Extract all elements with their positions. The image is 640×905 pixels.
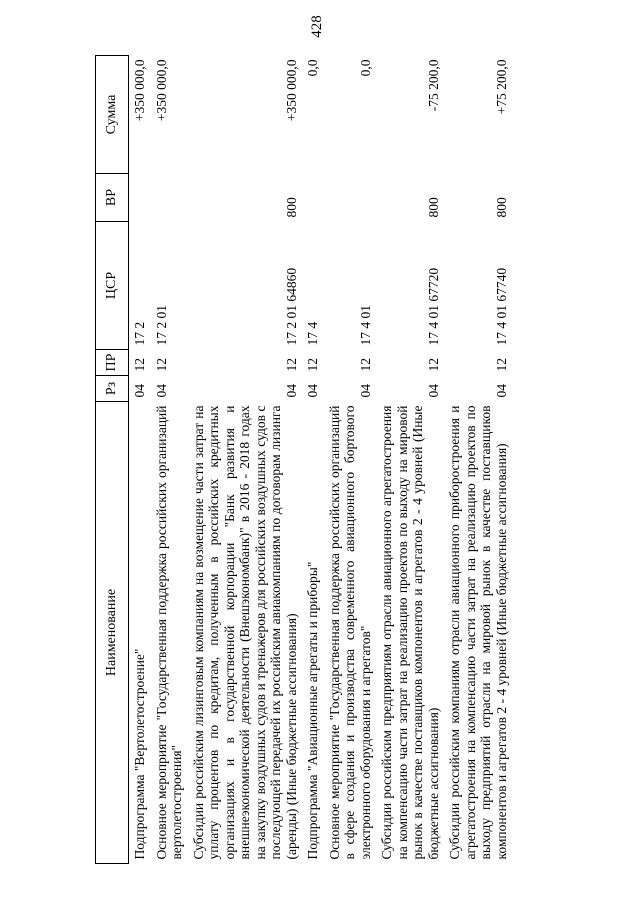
- row-vr: 800: [425, 197, 441, 218]
- row-name: Субсидии российским компаниям отрасли авиационного приборостроения и агрегатостроения на компенсацию части затрат на реализацию проектов по выходу предприятий отрасли на мировой рынок в качестве поставщиков компонентов и агрегатов 2 - 4 уровней (Иные бюджетные ассигнования): [447, 405, 509, 860]
- row-pr: 12: [425, 358, 441, 372]
- row-vr: 800: [283, 197, 299, 218]
- row-csr: 17 2 01: [153, 305, 169, 346]
- row-rz: 04: [132, 384, 147, 398]
- header-csr: ЦСР: [96, 222, 129, 350]
- row-vr: [129, 174, 151, 222]
- row-csr: 17 4 01: [357, 305, 373, 346]
- row-rz: 04: [283, 384, 299, 398]
- header-rz: Рз: [96, 376, 129, 402]
- header-sum: Сумма: [96, 56, 129, 174]
- table-row: [302, 56, 324, 864]
- header-name: Наименование: [96, 402, 129, 864]
- row-name: Основное мероприятие "Государственная поддержка российских организаций в сфере создания и производства современного авиационного бортового электронного оборудования и агрегатов": [326, 405, 373, 860]
- table-row: [151, 56, 188, 864]
- table-row: [188, 56, 303, 864]
- table-row: [444, 56, 512, 864]
- table-row: [376, 56, 444, 864]
- row-name: Основное мероприятие "Государственная поддержка российских организаций вертолетостроения": [153, 405, 184, 860]
- row-sum: 0,0: [357, 59, 373, 77]
- row-name: Субсидии российским лизинговым компаниям на возмещение части затрат на уплату процентов по кредитам, полученным в российских кредитных организациях и в государственной корпорации "Банк развития и внешнеэкономической деятельности (Внешэкономбанк)" в 2016 - 2018 годах на закупку воздушных судов и тренажеров для российских воздушных судов с последующей передачей их российским авиакомпаниям по договорам лизинга (аренды) (Иные бюджетные ассигнования): [190, 405, 299, 860]
- row-csr: 17 4 01 67720: [425, 267, 441, 346]
- row-rz: 04: [305, 384, 320, 398]
- row-name: Субсидии российским предприятиям отрасли авиационного агрегатостроения на компенсацию части затрат на реализацию проектов по выходу на мировой рынок в качестве поставщиков компонентов и агрегатов 2 - 4 уровней (Иные бюджетные ассигнования): [379, 405, 441, 860]
- row-csr: 17 4: [305, 321, 320, 346]
- budget-table: [95, 55, 512, 864]
- row-csr: 17 2 01 64860: [283, 267, 299, 346]
- row-pr: 12: [493, 358, 509, 372]
- row-sum: +75 200,0: [493, 59, 509, 115]
- page-number: 428: [308, 15, 325, 38]
- row-pr: 12: [153, 358, 169, 372]
- row-name: Подпрограмма "Вертолетостроение": [132, 648, 147, 860]
- row-sum: +350 000,0: [283, 59, 299, 122]
- row-name: Подпрограмма "Авиационные агрегаты и приборы": [305, 561, 320, 860]
- row-pr: 12: [305, 358, 320, 372]
- row-rz: 04: [493, 384, 509, 398]
- rotated-table-wrapper: [95, 56, 565, 864]
- row-rz: 04: [153, 384, 169, 398]
- row-csr: 17 4 01 67740: [493, 267, 509, 346]
- row-sum: +350 000,0: [132, 59, 147, 122]
- row-vr: [151, 174, 188, 222]
- table-row: [129, 56, 151, 864]
- header-pr: ПР: [96, 350, 129, 376]
- row-pr: 12: [132, 358, 147, 372]
- row-vr: [324, 174, 377, 222]
- table-header-row: [96, 56, 129, 864]
- row-rz: 04: [357, 384, 373, 398]
- row-sum: 0,0: [305, 59, 320, 77]
- header-vr: ВР: [96, 174, 129, 222]
- row-rz: 04: [425, 384, 441, 398]
- row-vr: [302, 174, 324, 222]
- row-sum: +350 000,0: [153, 59, 169, 122]
- row-sum: -75 200,0: [425, 59, 441, 112]
- table-row: [324, 56, 377, 864]
- row-pr: 12: [283, 358, 299, 372]
- row-pr: 12: [357, 358, 373, 372]
- row-csr: 17 2: [132, 321, 147, 346]
- row-vr: 800: [493, 197, 509, 218]
